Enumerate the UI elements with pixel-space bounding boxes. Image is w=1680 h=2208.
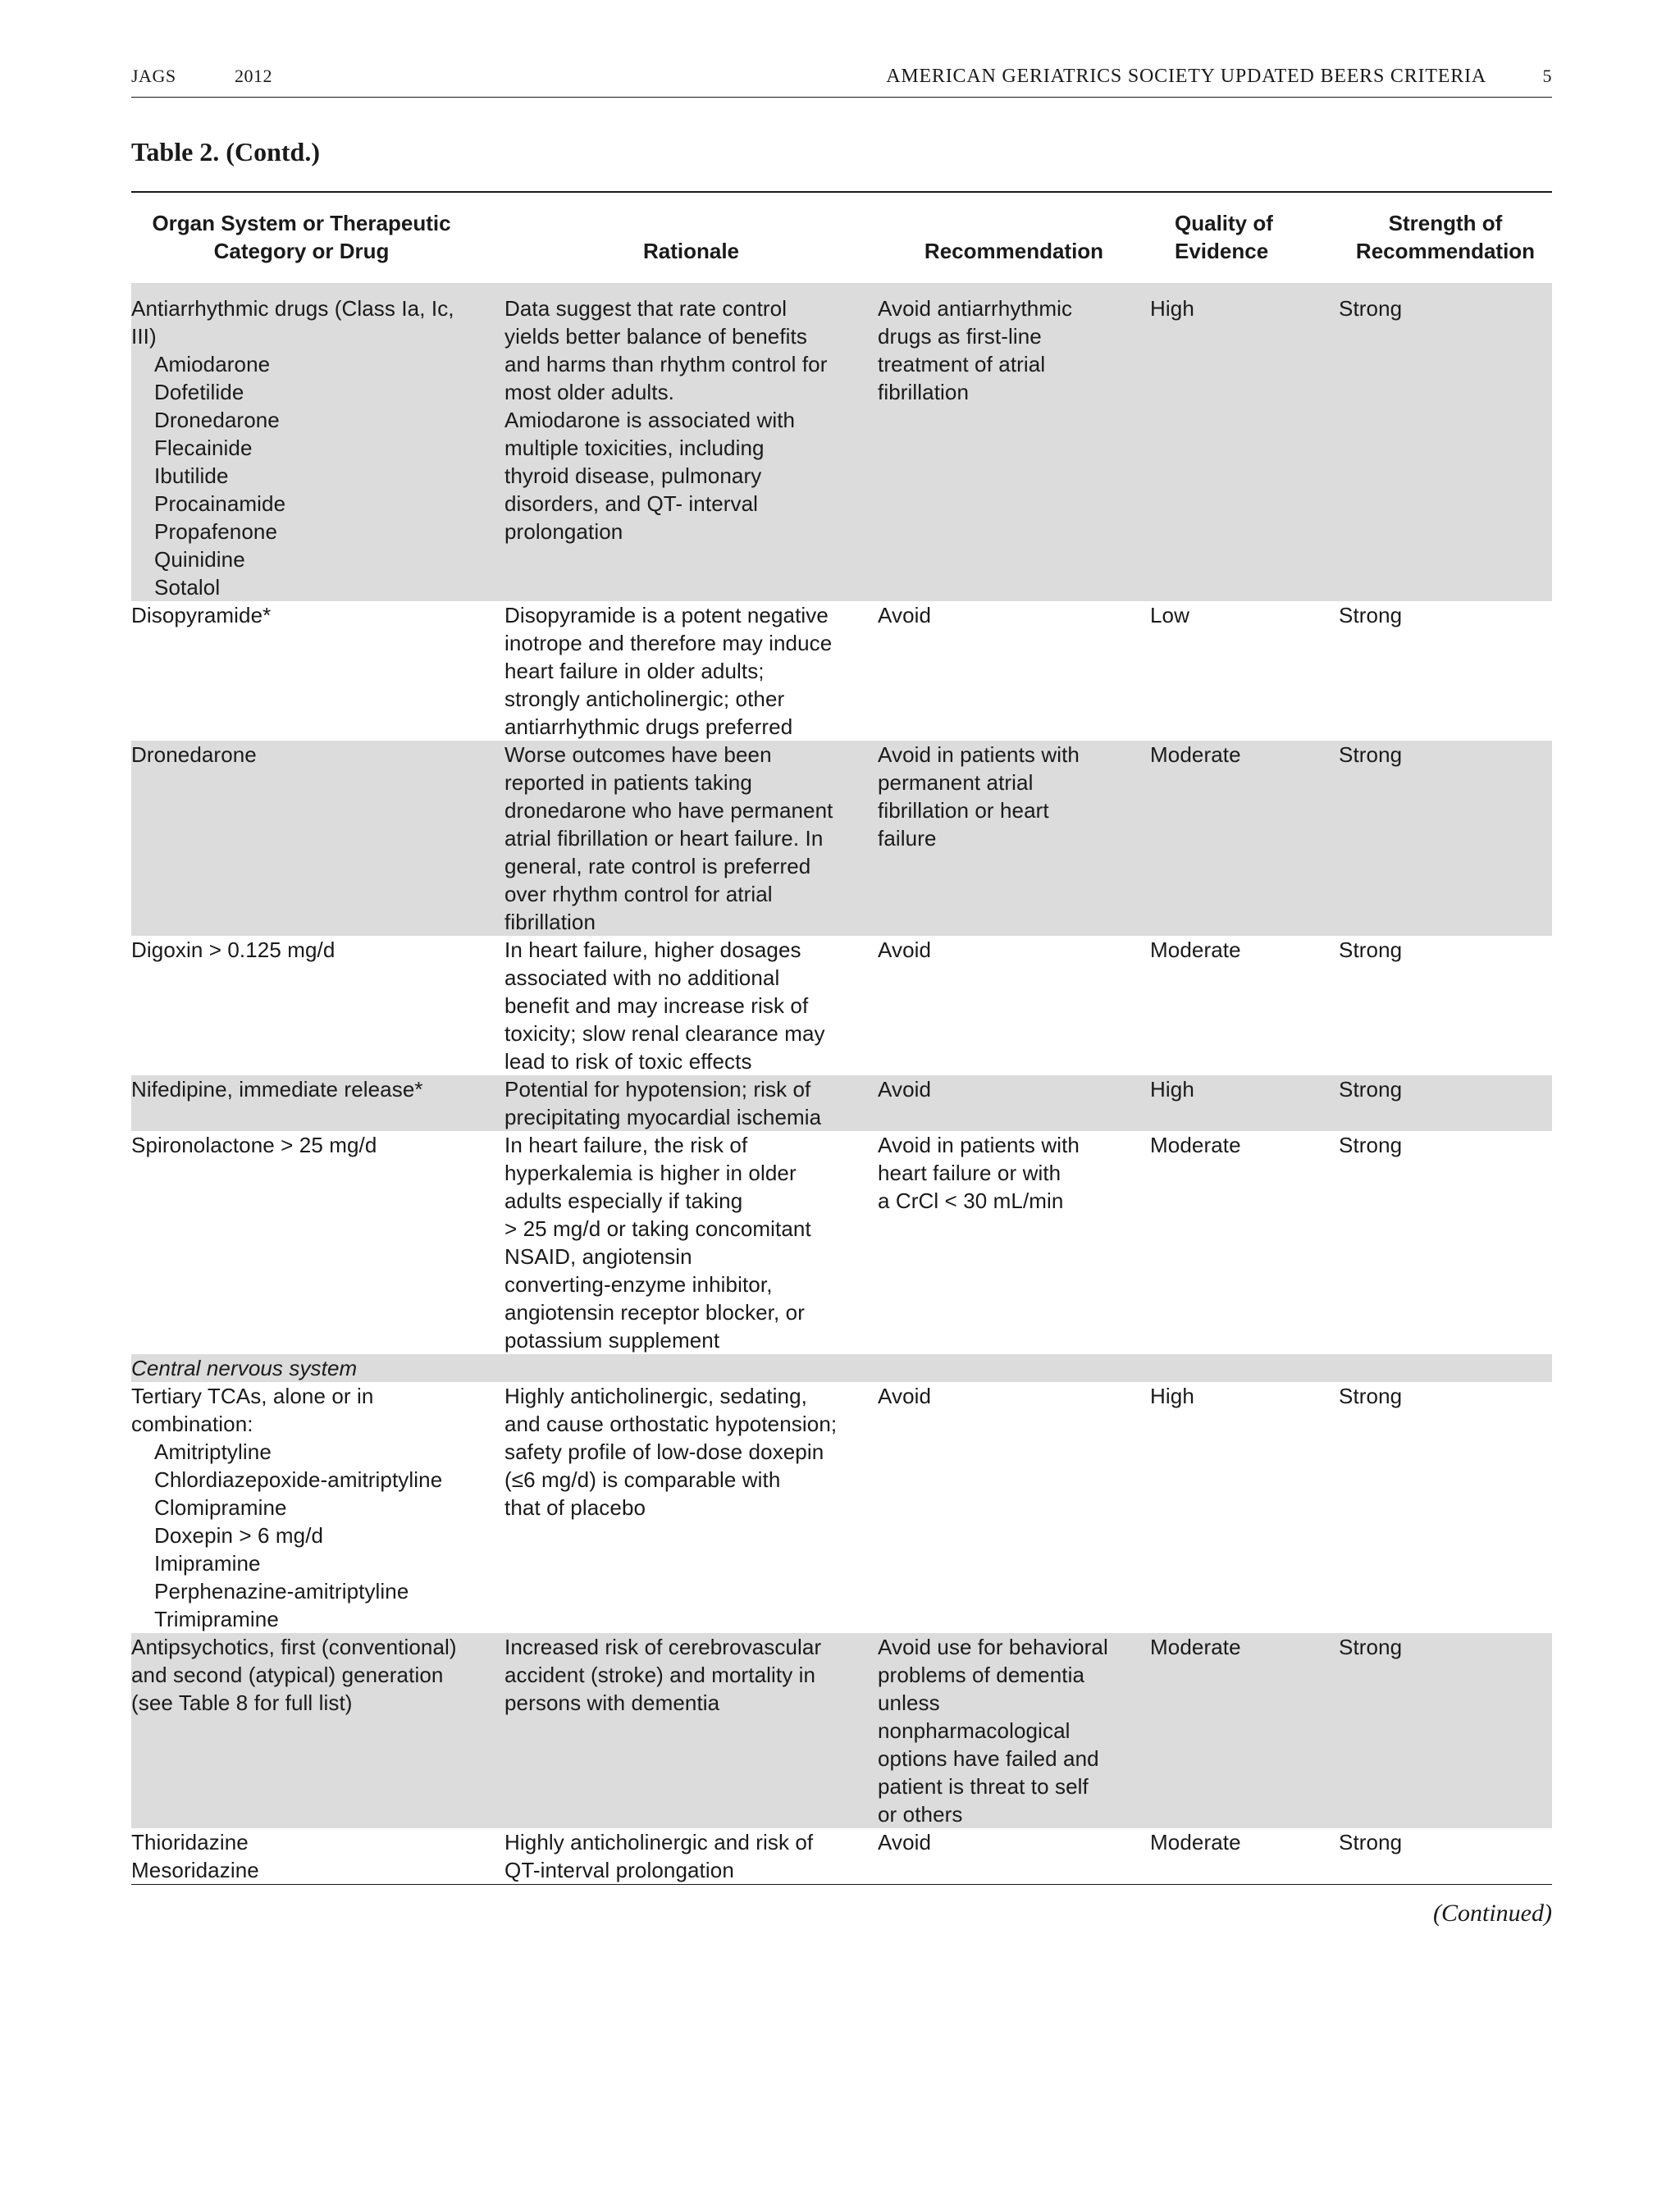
column-header-strength: Strength of Recommendation	[1355, 211, 1536, 263]
quality-cell: Moderate	[1150, 1830, 1241, 1854]
drug-cell	[131, 1633, 504, 1828]
drug-subitem: Amitriptyline	[154, 1439, 272, 1464]
drug-name: Disopyramide*	[131, 603, 272, 627]
strength-cell: Strong	[1339, 937, 1403, 962]
quality-cell: High	[1150, 1384, 1194, 1408]
strength-cell: Strong	[1339, 1633, 1552, 1828]
strength-cell: Strong	[1339, 1384, 1403, 1408]
column-header-recommendation: Recommendation	[924, 239, 1104, 263]
strength-cell: Strong	[1339, 1075, 1552, 1131]
rationale-cell: Highly anticholinergic, sedating, and cause orthostatic hypotension; safety profile of low-dose doxepin (≤6 mg/d) is comparable with that of placebo	[504, 1384, 838, 1520]
journal-page	[131, 66, 1552, 1927]
drug-subitem: Propafenone	[154, 519, 278, 544]
recommendation-cell: Avoid	[878, 603, 932, 627]
drug-subitem: Ibutilide	[154, 463, 229, 488]
drug-name: Dronedarone	[131, 742, 257, 767]
quality-cell: Moderate	[1150, 1633, 1339, 1828]
quality-cell: Moderate	[1150, 1133, 1241, 1157]
rationale-cell: Potential for hypotension; risk of precipitating myocardial ischemia	[504, 1075, 878, 1131]
drug-name: Tertiary TCAs, alone or in	[131, 1384, 374, 1408]
table-bottom-rule	[131, 1884, 1552, 1885]
drug-name: (see Table 8 for full list)	[131, 1690, 353, 1715]
page-number: 5	[1542, 66, 1552, 86]
drug-name: Spironolactone > 25 mg/d	[131, 1133, 377, 1157]
running-head	[131, 66, 1552, 98]
rationale-cell: In heart failure, the risk of hyperkalemia is higher in older adults especially if taking > 25 mg/d or taking concomitant NSAID, angiotensin converting-enzyme inhibitor, angiotensin receptor blocker, or potassium supplement	[504, 1133, 811, 1353]
drug-name: Antipsychotics, first (conventional)	[131, 1635, 457, 1659]
table-contd: (Contd.)	[226, 137, 320, 167]
drug-subitem: Quinidine	[154, 547, 245, 572]
drug-name: and second (atypical) generation	[131, 1663, 444, 1687]
drug-subitem: Clomipramine	[154, 1495, 287, 1520]
section-row	[131, 1354, 1552, 1382]
table-body	[131, 278, 1552, 1884]
continued-note: (Continued)	[1433, 1900, 1552, 1927]
drug-name: Thioridazine	[131, 1830, 249, 1854]
drug-cell	[131, 1828, 504, 1884]
table-row	[131, 741, 1552, 936]
drug-cell	[131, 1075, 504, 1131]
drug-cell	[131, 601, 504, 741]
quality-cell: High	[1150, 1075, 1339, 1131]
strength-cell: Strong	[1339, 741, 1552, 936]
rationale-cell: Disopyramide is a potent negative inotrope and therefore may induce heart failure in older adults; strongly anticholinergic; other antiarrhythmic drugs preferred	[504, 603, 833, 739]
rationale-cell: Increased risk of cerebrovascular accident (stroke) and mortality in persons with dementia	[504, 1633, 878, 1828]
journal-year: 2012	[235, 66, 272, 86]
column-header-quality: Quality of Evidence	[1175, 211, 1273, 263]
table-row	[131, 936, 1552, 1075]
drug-name: Digoxin > 0.125 mg/d	[131, 937, 336, 962]
drug-subitem: Imipramine	[154, 1551, 261, 1576]
quality-cell: Moderate	[1150, 937, 1241, 962]
table-row	[131, 1382, 1552, 1633]
table-header-row	[131, 193, 1552, 278]
drug-name: Antiarrhythmic drugs (Class Ia, Ic,	[131, 296, 454, 321]
drug-subitem: Perphenazine-amitriptyline	[154, 1579, 409, 1604]
drug-cell	[131, 1382, 504, 1633]
drug-subitem: Flecainide	[154, 436, 253, 460]
recommendation-cell: Avoid in patients with heart failure or with a CrCl < 30 mL/min	[878, 1133, 1080, 1213]
table-row	[131, 1633, 1552, 1828]
table-row	[131, 278, 1552, 601]
table-row	[131, 601, 1552, 741]
table-caption	[131, 137, 1552, 173]
strength-cell: Strong	[1339, 603, 1403, 627]
drug-name: III)	[131, 324, 157, 349]
drug-subitem: Sotalol	[154, 575, 221, 600]
rationale-cell: In heart failure, higher dosages associated with no additional benefit and may increase risk of toxicity; slow renal clearance may lead to risk of toxic effects	[504, 937, 825, 1074]
drug-subitem: Trimipramine	[154, 1607, 279, 1631]
journal-name: JAGS	[131, 66, 176, 86]
table-row	[131, 1828, 1552, 1884]
strength-cell: Strong	[1339, 278, 1552, 601]
drug-subitem: Chlordiazepoxide-amitriptyline	[154, 1467, 443, 1492]
drug-cell	[131, 741, 504, 936]
recommendation-cell: Avoid use for behavioral problems of dementia unless nonpharmacological options have failed and patient is threat to self or others	[878, 1633, 1150, 1828]
recommendation-cell: Avoid in patients with permanent atrial fibrillation or heart failure	[878, 741, 1150, 936]
drug-name: combination:	[131, 1412, 253, 1436]
drug-name: Nifedipine, immediate release*	[131, 1077, 423, 1102]
strength-cell: Strong	[1339, 1133, 1403, 1157]
running-title: AMERICAN GERIATRICS SOCIETY UPDATED BEERS CRITERIA	[886, 66, 1486, 87]
table-row	[131, 1075, 1552, 1131]
table-label: Table 2.	[131, 137, 220, 167]
quality-cell: High	[1150, 278, 1339, 601]
drug-subitem: Amiodarone	[154, 352, 271, 376]
drug-subitem: Dronedarone	[154, 408, 280, 432]
drug-name: Mesoridazine	[131, 1858, 259, 1882]
recommendation-cell: Avoid antiarrhythmic drugs as first-line treatment of atrial fibrillation	[878, 278, 1150, 601]
drug-subitem: Dofetilide	[154, 380, 244, 404]
drug-subitem: Procainamide	[154, 491, 286, 516]
section-label: Central nervous system	[131, 1354, 1552, 1382]
rationale-cell: Data suggest that rate control yields better balance of benefits and harms than rhythm control for most older adults. Amiodarone is associated with multiple toxicities, including thyroid disease, pulmonary disorders, and QT- interval prolongation	[504, 278, 878, 601]
table-row	[131, 1131, 1552, 1354]
drug-cell	[131, 278, 504, 601]
recommendation-cell: Avoid	[878, 1384, 932, 1408]
quality-cell: Low	[1150, 603, 1189, 627]
column-header-rationale: Rationale	[642, 239, 740, 263]
drug-subitem: Doxepin > 6 mg/d	[154, 1523, 324, 1548]
rationale-cell: Worse outcomes have been reported in patients taking dronedarone who have permanent atrial fibrillation or heart failure. In general, rate control is preferred over rhythm control for atrial fibrillation	[504, 741, 878, 936]
recommendation-cell: Avoid	[878, 1075, 1150, 1131]
beers-criteria-table	[131, 193, 1552, 1884]
strength-cell: Strong	[1339, 1830, 1403, 1854]
rationale-cell: Highly anticholinergic and risk of QT-interval prolongation	[504, 1830, 814, 1882]
column-header-drug: Organ System or Therapeutic Category or Drug	[152, 211, 451, 263]
quality-cell: Moderate	[1150, 741, 1339, 936]
drug-cell	[131, 1131, 504, 1354]
drug-cell	[131, 936, 504, 1075]
recommendation-cell: Avoid	[878, 1830, 932, 1854]
recommendation-cell: Avoid	[878, 937, 932, 962]
